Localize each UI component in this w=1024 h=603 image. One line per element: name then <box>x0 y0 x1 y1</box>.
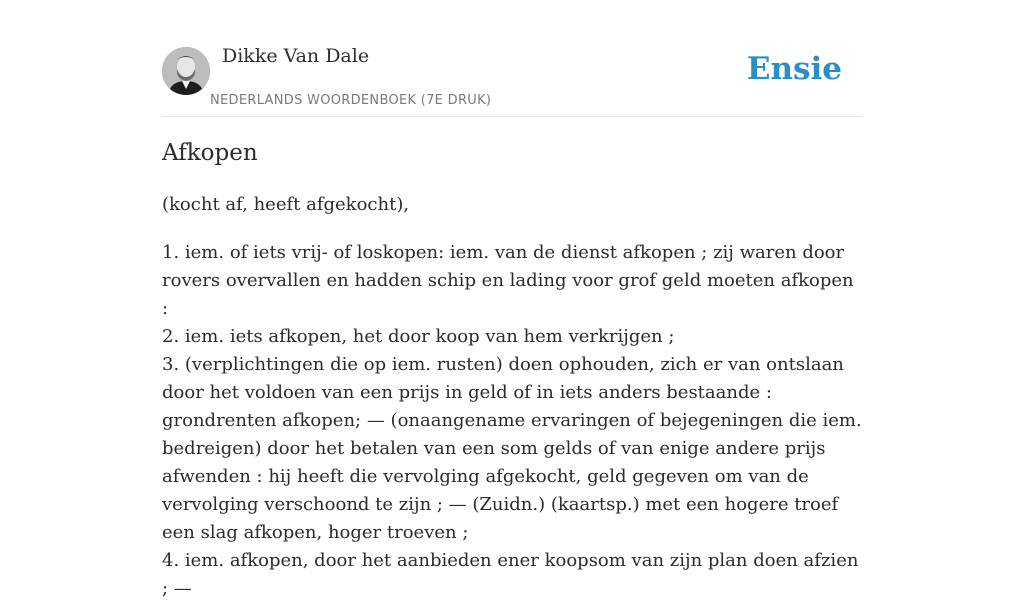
definition-item: 4. iem. afkopen, door het aanbieden ener koopsom van zijn plan doen afzien ; — <box>162 550 859 599</box>
author-name[interactable]: Dikke Van Dale <box>222 45 370 67</box>
ensie-logo[interactable]: Ensie <box>746 51 842 87</box>
page-header <box>162 0 862 117</box>
definition-item: 3. (verplichtingen die op iem. rusten) doen ophouden, zich er van ontslaan door het voldoen van een prijs in geld of in iets anders bestaande : grondrenten afkopen; — (onaangename ervaringen of bejegeningen die iem. bedreigen) door het betalen van een som gelds of van enige andere prijs afwenden : hij heeft die vervolging afgekocht, geld gegeven om van de vervolging verschoond te zijn ; — (Zuidn.) (kaartsp.) met een hogere troef een slag afkopen, hoger troeven ; <box>162 354 862 543</box>
portrait-photo-icon <box>162 47 210 95</box>
dictionary-source[interactable]: NEDERLANDS WOORDENBOEK (7E DRUK) <box>210 93 492 108</box>
definition-item: 1. iem. of iets vrij- of loskopen: iem. van de dienst afkopen ; zij waren door rovers overvallen en hadden schip en lading voor grof geld moeten afkopen : <box>162 242 854 319</box>
definition-list <box>162 239 862 603</box>
author-avatar[interactable] <box>162 47 210 95</box>
entry-title: Afkopen <box>162 140 258 166</box>
definition-item: 2. iem. iets afkopen, het door koop van hem verkrijgen ; <box>162 326 675 347</box>
entry-grammar: (kocht af, heeft afgekocht), <box>162 194 410 215</box>
